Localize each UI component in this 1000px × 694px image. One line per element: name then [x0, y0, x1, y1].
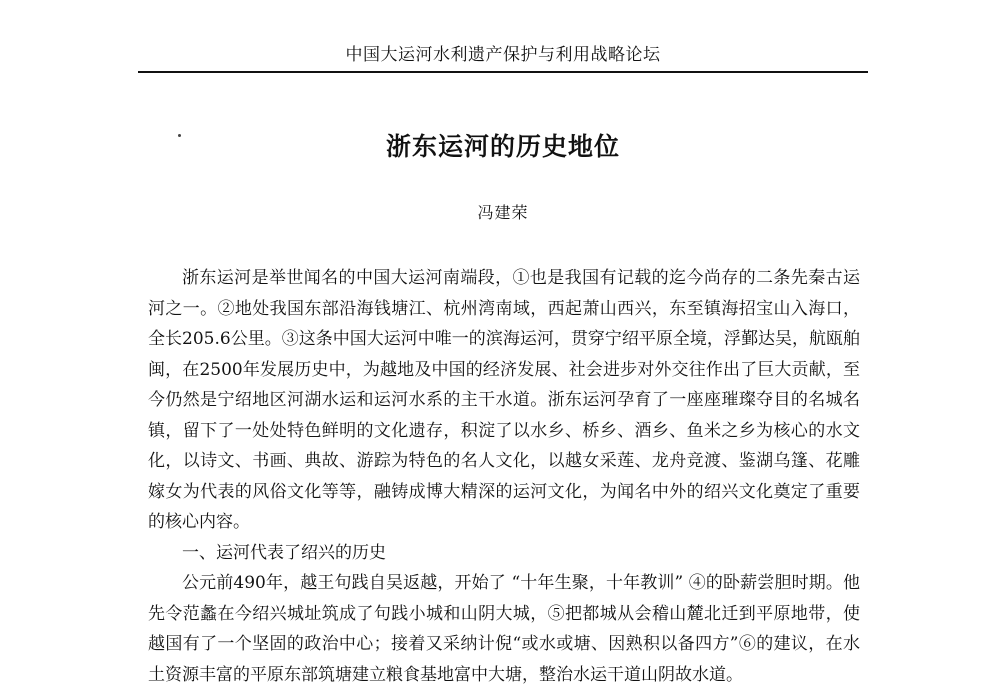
- article-author: 冯建荣: [477, 203, 529, 222]
- article-body: [148, 263, 860, 690]
- body-paragraph-2: 公元前490年，越王句践自吴返越，开始了 “十年生聚，十年教训” ④的卧薪尝胆时期。他先令范蠡在今绍兴城址筑成了句践小城和山阴大城，⑤把都城从会稽山麓北迁到平原地带，使越国有了一个坚固的政治中心；接着又采纳计倪“或水或塘、因熟积以备四方”⑥的建议，在水土资源丰富的平原东部筑塘建立粮食基地富中大塘，整治水运干道山阴故水道。: [148, 573, 860, 685]
- header-divider: [138, 71, 868, 73]
- body-paragraph-1: 浙东运河是举世闻名的中国大运河南端段，①也是我国有记载的迄今尚存的二条先秦古运河之一。②地处我国东部沿海钱塘江、杭州湾南域，西起萧山西兴，东至镇海招宝山入海口，全长205.6公里。③这条中国大运河中唯一的滨海运河，贯穿宁绍平原全境，浮鄞达吴，航瓯舶闽，在2500年发展历史中，为越地及中国的经济发展、社会进步对外交往作出了巨大贡献，至今仍然是宁绍地区河湖水运和运河水系的主干水道。浙东运河孕育了一座座璀璨夺目的名城名镇，留下了一处处特色鲜明的文化遗存，积淀了以水乡、桥乡、酒乡、鱼米之乡为核心的水文化，以诗文、书画、典故、游踪为特色的名人文化，以越女采莲、龙舟竞渡、鉴湖乌篷、花雕嫁女为代表的风俗文化等等，融铸成博大精深的运河文化，为闻名中外的绍兴文化奠定了重要的核心内容。: [148, 268, 860, 532]
- article-title: 浙东运河的历史地位: [385, 132, 620, 161]
- running-header: 中国大运河水利遗产保护与利用战略论坛: [345, 45, 661, 65]
- section-heading-1: 一、运河代表了绍兴的历史: [182, 542, 386, 563]
